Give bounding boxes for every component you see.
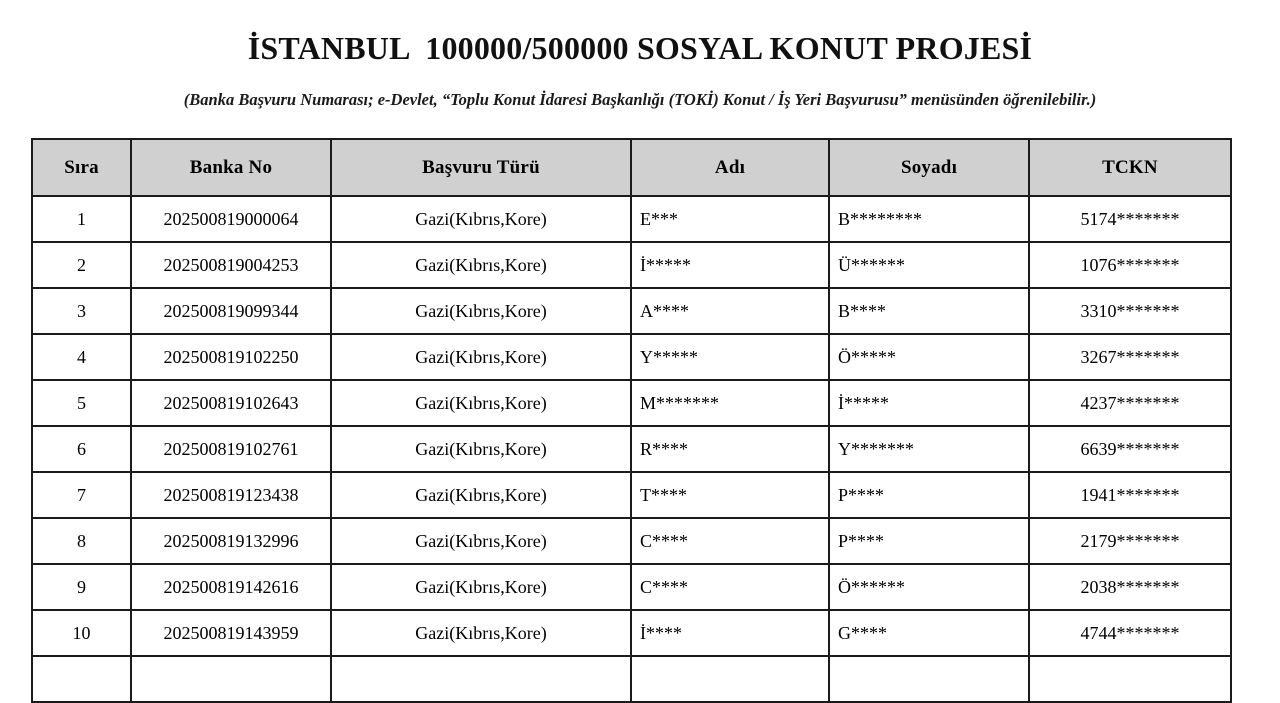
- cell-sira: 3: [32, 288, 131, 334]
- cell-tckn: 3267*******: [1029, 334, 1231, 380]
- cell-tckn: 6639*******: [1029, 426, 1231, 472]
- cell-sira: 10: [32, 610, 131, 656]
- page-title: İSTANBUL 100000/500000 SOSYAL KONUT PROJESİ: [247, 30, 1033, 66]
- cell-sira: [32, 656, 131, 702]
- table-row: [32, 426, 1231, 472]
- cell-tckn: 5174*******: [1029, 196, 1231, 242]
- cell-soyadi: Ö******: [829, 564, 1029, 610]
- cell-adi: T****: [631, 472, 829, 518]
- cell-tckn: 1941*******: [1029, 472, 1231, 518]
- cell-soyadi: B********: [829, 196, 1029, 242]
- cell-banka: 202500819102761: [131, 426, 331, 472]
- document-note: (Banka Başvuru Numarası; e-Devlet, “Toplu Konut İdaresi Başkanlığı (TOKİ) Konut / İş Yeri Başvurusu” menüsünden öğrenilebilir.): [183, 90, 1097, 110]
- cell-tur: [331, 656, 631, 702]
- cell-tur: Gazi(Kıbrıs,Kore): [331, 426, 631, 472]
- cell-banka: 202500819102643: [131, 380, 331, 426]
- cell-adi: C****: [631, 564, 829, 610]
- cell-tur: Gazi(Kıbrıs,Kore): [331, 380, 631, 426]
- cell-banka: [131, 656, 331, 702]
- cell-sira: 4: [32, 334, 131, 380]
- cell-banka: 202500819142616: [131, 564, 331, 610]
- cell-soyadi: Y*******: [829, 426, 1029, 472]
- cell-sira: 9: [32, 564, 131, 610]
- column-header-basvuru-turu: Başvuru Türü: [331, 139, 631, 196]
- table-row: [32, 242, 1231, 288]
- cell-tur: Gazi(Kıbrıs,Kore): [331, 610, 631, 656]
- cell-sira: 7: [32, 472, 131, 518]
- cell-tckn: 1076*******: [1029, 242, 1231, 288]
- cell-adi: Y*****: [631, 334, 829, 380]
- cell-soyadi: B****: [829, 288, 1029, 334]
- cell-tur: Gazi(Kıbrıs,Kore): [331, 242, 631, 288]
- cell-tur: Gazi(Kıbrıs,Kore): [331, 196, 631, 242]
- cell-sira: 8: [32, 518, 131, 564]
- cell-tur: Gazi(Kıbrıs,Kore): [331, 518, 631, 564]
- cell-tur: Gazi(Kıbrıs,Kore): [331, 334, 631, 380]
- table-header: [32, 139, 1231, 196]
- cell-banka: 202500819132996: [131, 518, 331, 564]
- cell-soyadi: P****: [829, 518, 1029, 564]
- cell-tckn: 4237*******: [1029, 380, 1231, 426]
- table-header-row: [32, 139, 1231, 196]
- cell-tur: Gazi(Kıbrıs,Kore): [331, 472, 631, 518]
- cell-adi: İ*****: [631, 242, 829, 288]
- cell-tur: Gazi(Kıbrıs,Kore): [331, 288, 631, 334]
- cell-soyadi: Ö*****: [829, 334, 1029, 380]
- table-body: [32, 196, 1231, 702]
- cell-banka: 202500819099344: [131, 288, 331, 334]
- cell-sira: 2: [32, 242, 131, 288]
- table-row: [32, 380, 1231, 426]
- cell-banka: 202500819004253: [131, 242, 331, 288]
- cell-adi: [631, 656, 829, 702]
- table-row: [32, 610, 1231, 656]
- column-header-adi: Adı: [631, 139, 829, 196]
- cell-adi: C****: [631, 518, 829, 564]
- applicants-table: [31, 138, 1232, 703]
- column-header-banka-no: Banka No: [131, 139, 331, 196]
- cell-soyadi: G****: [829, 610, 1029, 656]
- cell-soyadi: P****: [829, 472, 1029, 518]
- applicants-table-container: [31, 138, 1230, 703]
- cell-tckn: [1029, 656, 1231, 702]
- cell-banka: 202500819143959: [131, 610, 331, 656]
- cell-adi: M*******: [631, 380, 829, 426]
- cell-soyadi: İ*****: [829, 380, 1029, 426]
- cell-adi: R****: [631, 426, 829, 472]
- table-row: [32, 564, 1231, 610]
- cell-tckn: 3310*******: [1029, 288, 1231, 334]
- cell-sira: 5: [32, 380, 131, 426]
- cell-adi: E***: [631, 196, 829, 242]
- table-row: [32, 334, 1231, 380]
- cell-soyadi: Ü******: [829, 242, 1029, 288]
- table-row: [32, 472, 1231, 518]
- column-header-tckn: TCKN: [1029, 139, 1231, 196]
- cell-banka: 202500819123438: [131, 472, 331, 518]
- cell-tckn: 4744*******: [1029, 610, 1231, 656]
- column-header-soyadi: Soyadı: [829, 139, 1029, 196]
- cell-banka: 202500819102250: [131, 334, 331, 380]
- table-row: [32, 518, 1231, 564]
- table-row: [32, 288, 1231, 334]
- cell-sira: 1: [32, 196, 131, 242]
- cell-tckn: 2038*******: [1029, 564, 1231, 610]
- table-row: [32, 656, 1231, 702]
- cell-tckn: 2179*******: [1029, 518, 1231, 564]
- cell-soyadi: [829, 656, 1029, 702]
- table-row: [32, 196, 1231, 242]
- cell-tur: Gazi(Kıbrıs,Kore): [331, 564, 631, 610]
- cell-banka: 202500819000064: [131, 196, 331, 242]
- cell-adi: İ****: [631, 610, 829, 656]
- column-header-sira: Sıra: [32, 139, 131, 196]
- cell-adi: A****: [631, 288, 829, 334]
- cell-sira: 6: [32, 426, 131, 472]
